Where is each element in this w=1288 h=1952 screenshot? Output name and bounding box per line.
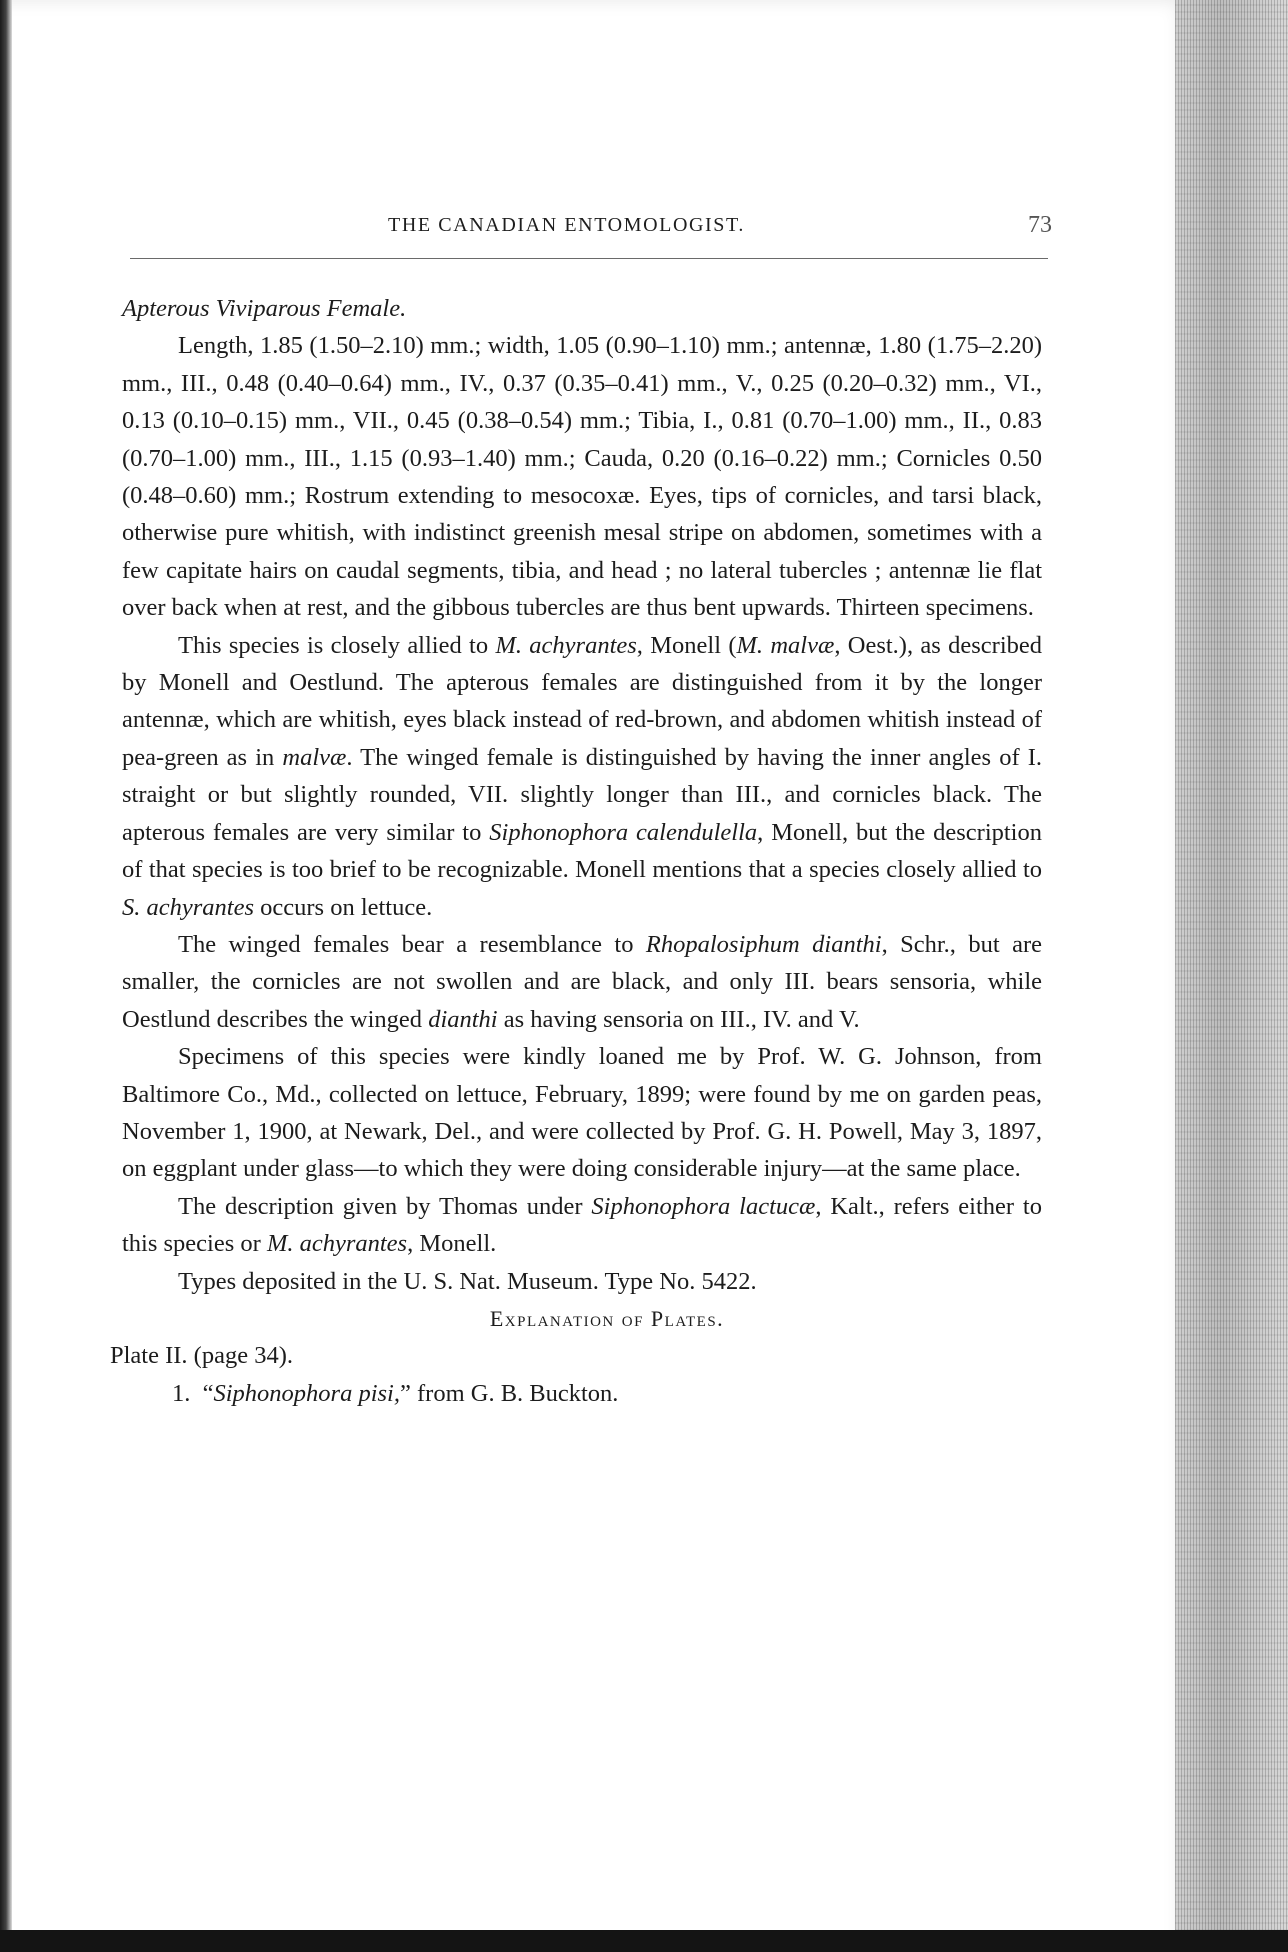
page-left-edge [0,0,12,1952]
species-name: Rhopalosiphum dianthi [645,930,882,958]
species-name: Siphonophora pisi, [213,1379,400,1407]
plate-line: Plate II. (page 34). [110,1342,293,1370]
species-name: malvæ [282,743,347,771]
body-text [110,290,1043,1412]
running-title: THE CANADIAN ENTOMOLOGIST. [388,214,745,236]
species-name: M. achyrantes [495,631,637,659]
species-name: M. malvæ [736,631,835,659]
plate-item: 1. “Siphonophora pisi,” from G. B. Buckton. [172,1379,619,1407]
page-header [130,212,1050,248]
species-name: S. achyrantes [122,893,254,921]
paragraph-specimens: Specimens of this species were kindly loaned me by Prof. W. G. Johnson, from Baltimore Co., Md., collected on lettuce, February, 1899; were found by me on garden peas, November 1, 1900, at Newark, Del., and were collected by Prof. G. H. Powell, May 3, 1897, on eggplant under glass—to which they were doing considerable injury—at the same place. [122,1043,1042,1183]
header-rule [130,258,1048,259]
scan-bottom-border [0,1930,1288,1952]
paragraph-winged: The winged females bear a resemblance to Rhopalosiphum dianthi, Schr., but are smaller, the cornicles are not swollen and are black, and only III. bears sensoria, while Oestlund describes the winged dianthi as having sensoria on III., IV. and V. [122,930,1042,1033]
page-block-edge [1175,0,1288,1952]
paragraph-measurements: Length, 1.85 (1.50–2.10) mm.; width, 1.05 (0.90–1.10) mm.; antennæ, 1.80 (1.75–2.20) mm., III., 0.48 (0.40–0.64) mm., IV., 0.37 (0.35–0.41) mm., V., 0.25 (0.20–0.32) mm., VI., 0.13 (0.10–0.15) mm., VII., 0.45 (0.38–0.54) mm.; Tibia, I., 0.81 (0.70–1.00) mm., II., 0.83 (0.70–1.00) mm., III., 1.15 (0.93–1.40) mm.; Cauda, 0.20 (0.16–0.22) mm.; Cornicles 0.50 (0.48–0.60) mm.; Rostrum extending to mesocoxæ. Eyes, tips of cornicles, and tarsi black, otherwise pure whitish, with indistinct greenish mesal stripe on abdomen, sometimes with a few capitate hairs on caudal segments, tibia, and head ; no lateral tubercles ; antennæ lie flat over back when at rest, and the gibbous tubercles are thus bent upwards. Thirteen specimens. [122,332,1042,622]
paragraph-thomas: The description given by Thomas under Siphonophora lactucæ, Kalt., refers either to this species or M. achyrantes, Monell. [122,1192,1042,1258]
species-name: dianthi [428,1005,498,1033]
paragraph-types: Types deposited in the U. S. Nat. Museum. Type No. 5422. [178,1267,757,1295]
plates-heading: Explanation of Plates. [489,1305,725,1331]
paragraph-allied: This species is closely allied to M. achyrantes, Monell (M. malvæ, Oest.), as described by Monell and Oestlund. The apterous females are distinguished from it by the longer antennæ, which are whitish, eyes black instead of red-brown, and abdomen whitish instead of pea-green as in malvæ. The winged female is distinguished by having the inner angles of I. straight or but slightly rounded, VII. slightly longer than III., and cornicles black. The apterous females are very similar to Siphonophora calendulella, Monell, but the description of that species is too brief to be recognizable. Monell mentions that a species closely allied to S. achyrantes occurs on lettuce. [122,631,1043,921]
section-heading: Apterous Viviparous Female. [122,295,407,322]
species-name: Siphonophora lactucæ [591,1192,816,1220]
page-number: 73 [1028,212,1052,238]
species-name: M. achyrantes [266,1230,408,1258]
species-name: Siphonophora calendulella [489,818,758,846]
